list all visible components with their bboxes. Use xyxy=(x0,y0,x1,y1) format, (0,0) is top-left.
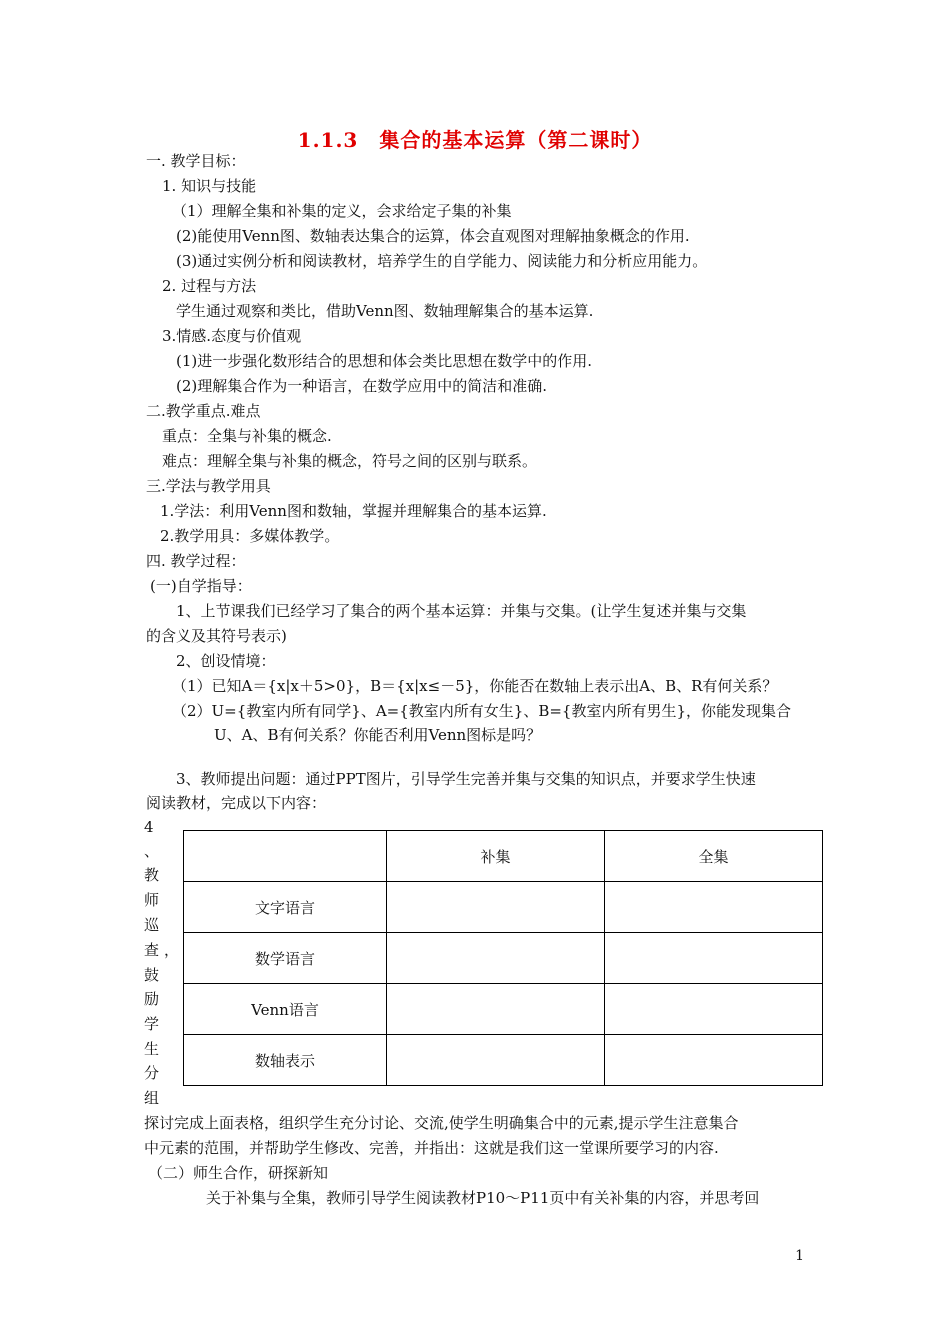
table-row xyxy=(184,984,823,1035)
paragraph-line: 2、创设情境： xyxy=(176,652,276,670)
vertical-char: 、 xyxy=(144,842,160,860)
table-row-label: 数学语言 xyxy=(184,933,387,984)
table-cell xyxy=(387,984,605,1035)
section-4-heading: 四. 教学过程： xyxy=(146,552,246,570)
vertical-char: 鼓 xyxy=(144,966,160,984)
subsection-process: 2. 过程与方法 xyxy=(162,277,257,295)
paragraph-line: 1、上节课我们已经学习了集合的两个基本运算：并集与交集。(让学生复述并集与交集 xyxy=(176,602,747,620)
vertical-char: 励 xyxy=(144,990,160,1008)
difficult-point: 难点：理解全集与补集的概念，符号之间的区别与联系。 xyxy=(162,452,538,470)
table-row xyxy=(184,933,823,984)
question-2: （2）U={教室内所有同学}、A={教室内所有女生}、B={教室内所有男生}，你能发现集合 xyxy=(172,702,792,720)
vertical-char: 查 xyxy=(144,941,160,959)
question-1: （1）已知A＝{x|x＋5>0}，B＝{x|x≤－5}，你能否在数轴上表示出A、B、R有何关系？ xyxy=(172,677,778,695)
paragraph-line: 中元素的范围，并帮助学生修改、完善，并指出：这就是我们这一堂课所要学习的内容. xyxy=(144,1139,719,1157)
question-2-cont: U、A、B有何关系？你能否利用Venn图标是吗？ xyxy=(214,726,542,744)
table-row xyxy=(184,882,823,933)
table-row-label: 文字语言 xyxy=(184,882,387,933)
paragraph-line: 的含义及其符号表示) xyxy=(146,627,287,645)
section-3-heading: 三.学法与教学用具 xyxy=(146,477,271,495)
objective-item: 学生通过观察和类比，借助Venn图、数轴理解集合的基本运算. xyxy=(176,302,594,320)
paragraph-line: 阅读教材，完成以下内容： xyxy=(146,794,327,812)
table-cell xyxy=(605,882,823,933)
vertical-char: 4 xyxy=(144,818,154,836)
key-point: 重点：全集与补集的概念. xyxy=(162,427,332,445)
table-cell xyxy=(387,933,605,984)
vertical-char: 组 xyxy=(144,1089,160,1107)
table-cell xyxy=(387,882,605,933)
part-1-heading: (一)自学指导： xyxy=(150,577,252,595)
table-row-label: 数轴表示 xyxy=(184,1035,387,1086)
vertical-char: 师 xyxy=(144,891,160,909)
complement-universal-table xyxy=(183,830,823,1086)
paragraph-line: 关于补集与全集，教师引导学生阅读教材P10～P11页中有关补集的内容，并思考回 xyxy=(206,1189,760,1207)
table-cell xyxy=(605,984,823,1035)
vertical-char: 巡 xyxy=(144,916,160,934)
objective-item: (1)进一步强化数形结合的思想和体会类比思想在数学中的作用. xyxy=(176,352,593,370)
page-number: 1 xyxy=(795,1248,804,1264)
table-row-label: Venn语言 xyxy=(184,984,387,1035)
vertical-char: 学 xyxy=(144,1015,160,1033)
table-row xyxy=(184,1035,823,1086)
vertical-char: 教 xyxy=(144,866,160,884)
vertical-char: 生 xyxy=(144,1040,160,1058)
table-cell xyxy=(605,933,823,984)
table-header-cell xyxy=(184,831,387,882)
subsection-knowledge: 1. 知识与技能 xyxy=(162,177,257,195)
section-1-heading: 一. 教学目标： xyxy=(146,152,246,170)
objective-item: （1）理解全集和补集的定义，会求给定子集的补集 xyxy=(172,202,512,220)
table-header-cell: 补集 xyxy=(387,831,605,882)
page-title: 1.1.3 集合的基本运算（第二课时） xyxy=(297,128,653,152)
teaching-tools: 2.教学用具：多媒体教学。 xyxy=(160,527,340,545)
section-2-heading: 二.教学重点.难点 xyxy=(146,402,261,420)
learning-method: 1.学法：利用Venn图和数轴，掌握并理解集合的基本运算. xyxy=(160,502,547,520)
paragraph-line: 3、教师提出问题：通过PPT图片，引导学生完善并集与交集的知识点，并要求学生快速 xyxy=(176,770,756,788)
vertical-char: 分 xyxy=(144,1064,160,1082)
objective-item: (2)理解集合作为一种语言，在数学应用中的简洁和准确. xyxy=(176,377,548,395)
vertical-comma: ， xyxy=(164,941,180,959)
part-2-heading: （二）师生合作，研探新知 xyxy=(148,1164,329,1182)
table-header-row xyxy=(184,831,823,882)
table-header-cell: 全集 xyxy=(605,831,823,882)
table-cell xyxy=(605,1035,823,1086)
objective-item: (3)通过实例分析和阅读教材，培养学生的自学能力、阅读能力和分析应用能力。 xyxy=(176,252,708,270)
paragraph-line: 探讨完成上面表格，组织学生充分讨论、交流,使学生明确集合中的元素,提示学生注意集合 xyxy=(144,1114,739,1132)
table-cell xyxy=(387,1035,605,1086)
subsection-attitude: 3.情感.态度与价值观 xyxy=(162,327,302,345)
objective-item: (2)能使用Venn图、数轴表达集合的运算，体会直观图对理解抽象概念的作用. xyxy=(176,227,690,245)
